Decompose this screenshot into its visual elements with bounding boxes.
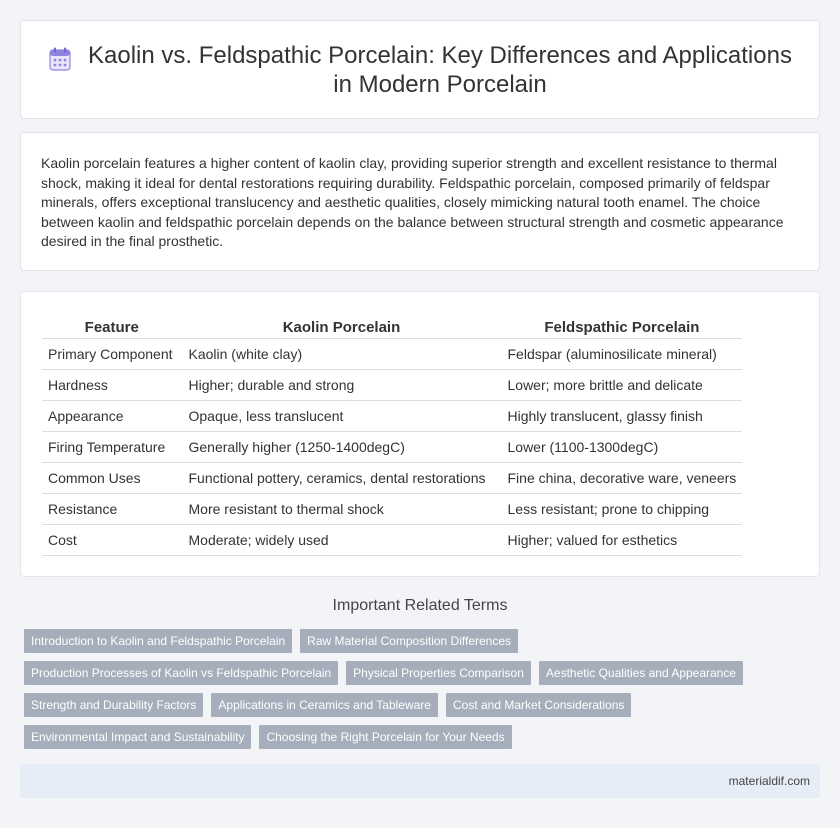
intro-paragraph: Kaolin porcelain features a higher content of kaolin clay, providing superior strength and excellent resistance to thermal shock, making it ideal for dental restorations requiring durability. Feldspathic porcelain, composed primarily of feldspar minerals, offers exceptional translucency and aesthetic qualities, closely mimicking natural tooth enamel. The choice between kaolin and feldspathic porcelain depends on the balance between structural strength and cosmetic appearance desired in the final prosthetic. [41, 155, 784, 249]
table-cell: More resistant to thermal shock [182, 493, 501, 524]
related-term-tag[interactable]: Environmental Impact and Sustainability [24, 725, 251, 749]
table-cell: Firing Temperature [42, 431, 182, 462]
table-cell: Opaque, less translucent [182, 400, 501, 431]
table-cell: Lower; more brittle and delicate [501, 369, 742, 400]
table-row [42, 369, 742, 400]
table-row [42, 400, 742, 431]
intro-card [20, 132, 820, 271]
table-cell: Hardness [42, 369, 182, 400]
table-cell: Less resistant; prone to chipping [501, 493, 742, 524]
related-terms-heading: Important Related Terms [332, 597, 508, 614]
related-term-tag[interactable]: Production Processes of Kaolin vs Feldspathic Porcelain [24, 661, 338, 685]
comparison-table-card [20, 291, 820, 577]
related-term-tag[interactable]: Strength and Durability Factors [24, 693, 203, 717]
title-card [20, 20, 820, 119]
table-cell: Appearance [42, 400, 182, 431]
table-cell: Lower (1100-1300degC) [501, 431, 742, 462]
table-cell: Common Uses [42, 462, 182, 493]
related-term-tag[interactable]: Choosing the Right Porcelain for Your Needs [259, 725, 511, 749]
table-row [42, 524, 742, 555]
table-row [42, 493, 742, 524]
related-term-tag[interactable]: Physical Properties Comparison [346, 661, 531, 685]
table-cell: Fine china, decorative ware, veneers [501, 462, 742, 493]
related-term-tag[interactable]: Introduction to Kaolin and Feldspathic Porcelain [24, 629, 292, 653]
table-cell: Functional pottery, ceramics, dental restorations [182, 462, 501, 493]
page-title: Kaolin vs. Feldspathic Porcelain: Key Differences and Applications in Modern Porcelain [88, 41, 792, 98]
table-cell: Highly translucent, glassy finish [501, 400, 742, 431]
table-cell: Feldspar (aluminosilicate mineral) [501, 338, 742, 369]
table-header-feldspathic: Feldspathic Porcelain [501, 314, 742, 338]
related-terms-list [24, 629, 804, 757]
footer [20, 764, 820, 798]
table-header-row [42, 314, 742, 338]
table-row [42, 338, 742, 369]
comparison-table [42, 314, 742, 556]
footer-site-link[interactable]: materialdif.com [728, 774, 810, 788]
table-cell: Resistance [42, 493, 182, 524]
table-cell: Cost [42, 524, 182, 555]
table-cell: Generally higher (1250-1400degC) [182, 431, 501, 462]
table-cell: Higher; valued for esthetics [501, 524, 742, 555]
table-cell: Primary Component [42, 338, 182, 369]
related-term-tag[interactable]: Applications in Ceramics and Tableware [211, 693, 438, 717]
table-row [42, 462, 742, 493]
table-cell: Moderate; widely used [182, 524, 501, 555]
related-term-tag[interactable]: Aesthetic Qualities and Appearance [539, 661, 743, 685]
table-header-feature: Feature [42, 314, 182, 338]
table-cell: Kaolin (white clay) [182, 338, 501, 369]
table-cell: Higher; durable and strong [182, 369, 501, 400]
related-term-tag[interactable]: Cost and Market Considerations [446, 693, 631, 717]
table-row [42, 431, 742, 462]
related-term-tag[interactable]: Raw Material Composition Differences [300, 629, 518, 653]
table-header-kaolin: Kaolin Porcelain [182, 314, 501, 338]
